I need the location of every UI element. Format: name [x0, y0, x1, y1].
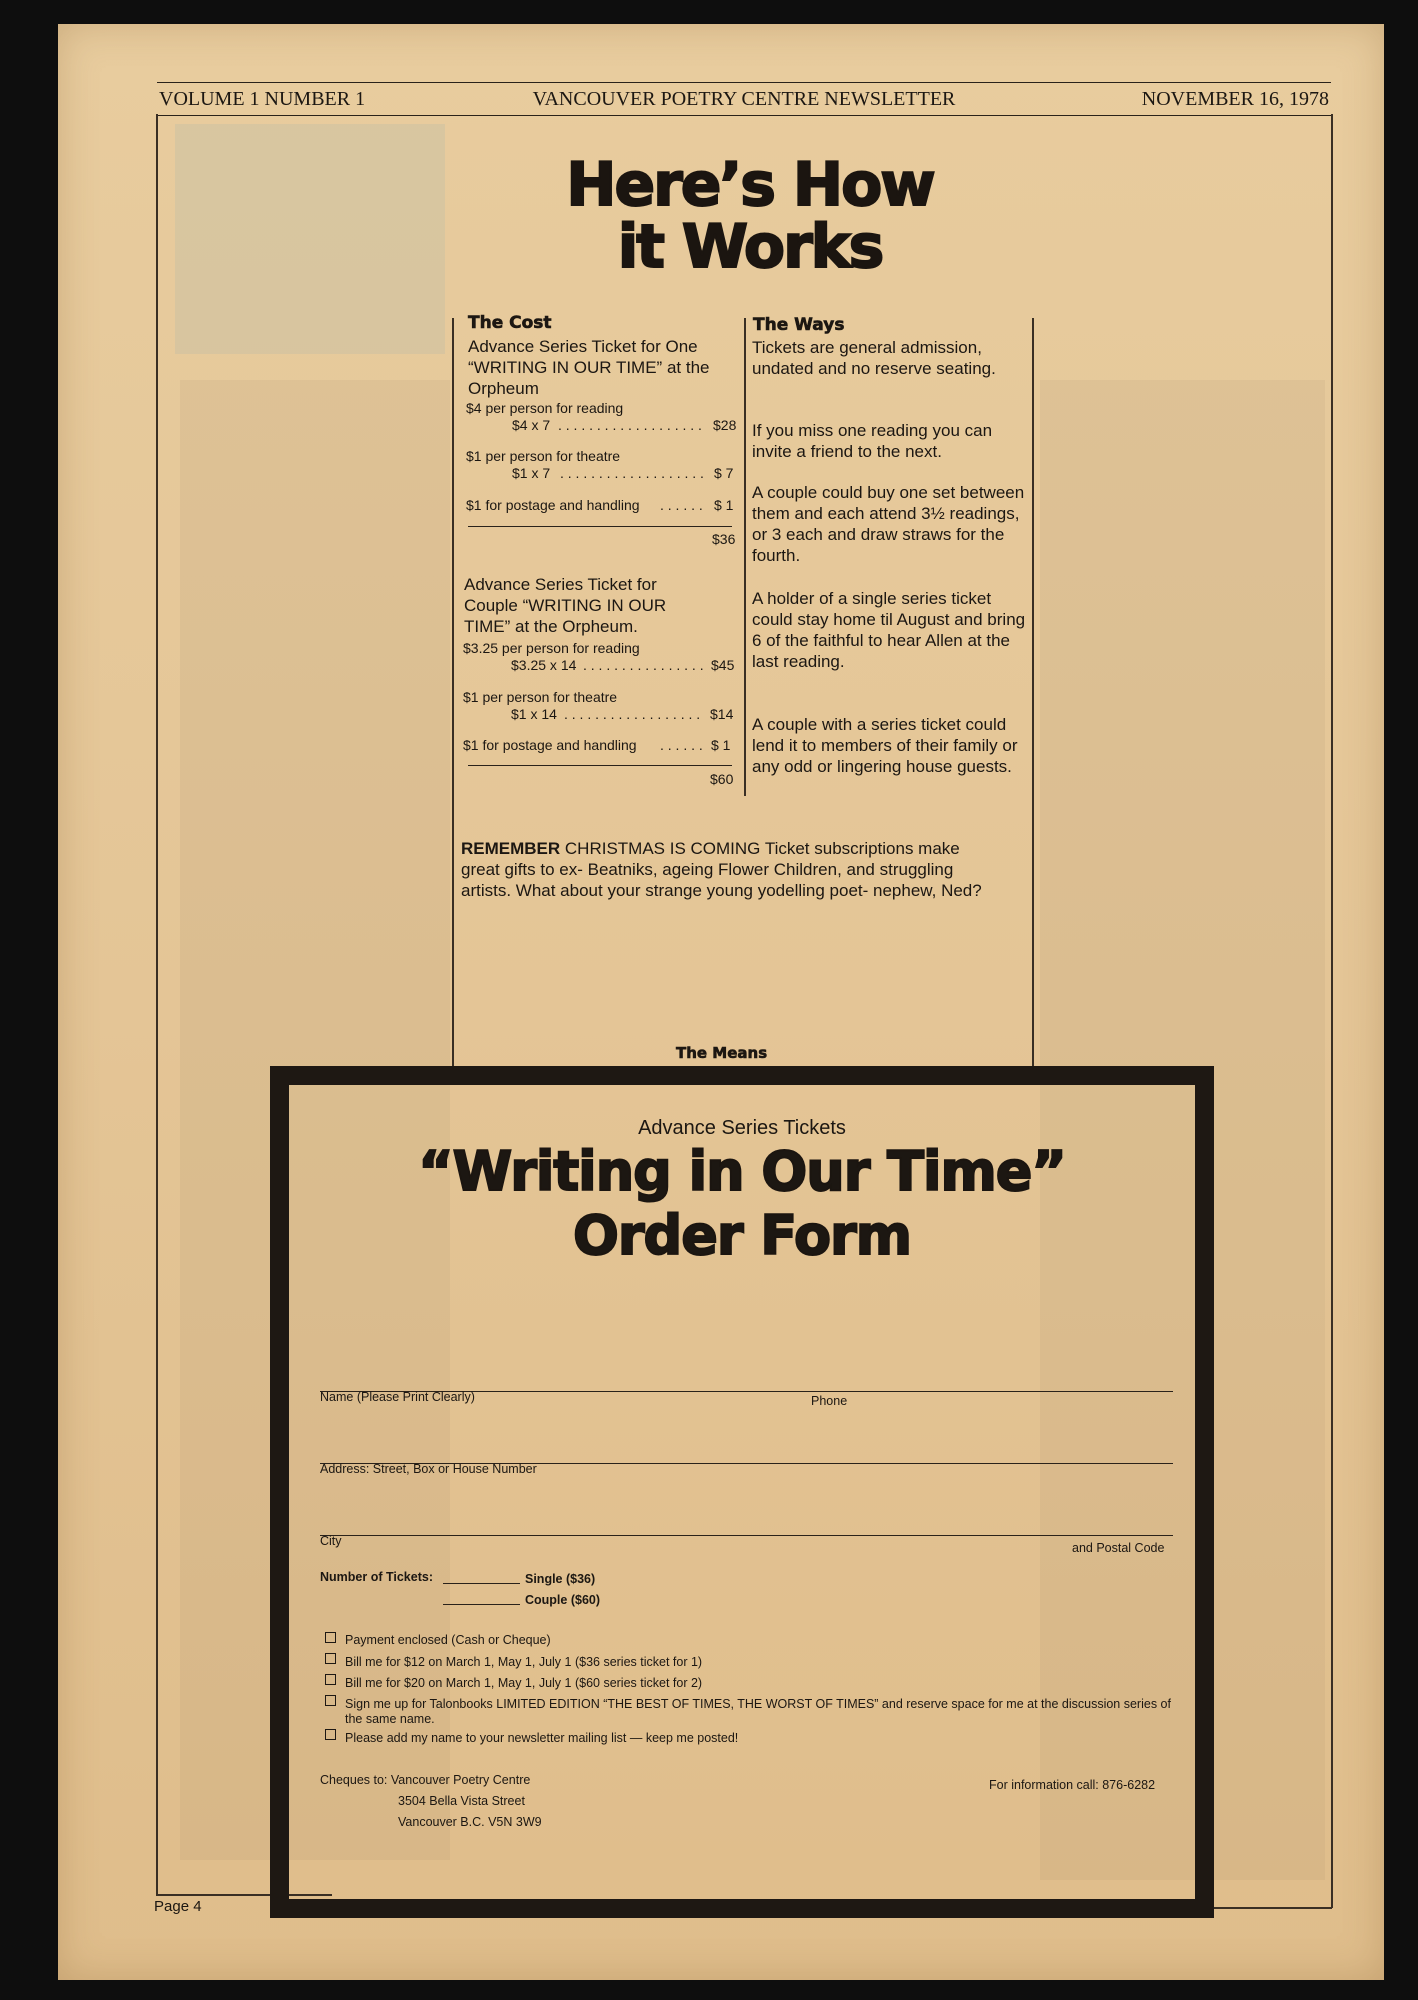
leader-dots: . . . . . . — [660, 497, 703, 513]
postal-code-label: and Postal Code — [1072, 1541, 1165, 1555]
form-title-line-2: Order Form — [573, 1204, 911, 1267]
single-postage-total: $ 1 — [714, 497, 734, 513]
option-label: Bill me for $12 on March 1, May 1, July 1 ($36 series ticket for 1) — [345, 1655, 703, 1669]
remember-text: CHRISTMAS IS COMING Ticket subscriptions make great gifts to ex- Beatniks, ageing Flower Children, and struggling artists. What about your strange young yodelling poet- nephew, Ned? — [461, 839, 982, 900]
single-reading-calc: $4 x 7 — [512, 417, 551, 433]
ways-paragraph: Tickets are general admission, undated and no reserve seating. — [752, 338, 996, 378]
ways-paragraph: A holder of a single series ticket could stay home til August and bring 6 of the faithful to hear Allen at the last reading. — [752, 589, 1026, 671]
name-field-label: Name (Please Print Clearly) — [320, 1390, 475, 1404]
bill-20-checkbox[interactable] — [325, 1674, 336, 1685]
couple-postage-label: $1 for postage and handling — [463, 737, 637, 753]
masthead — [157, 82, 1331, 116]
bill-12-checkbox[interactable] — [325, 1653, 336, 1664]
payment-enclosed-checkbox[interactable] — [325, 1632, 336, 1643]
frame-rule-bottom — [1214, 1907, 1332, 1909]
option-label: Bill me for $20 on March 1, May 1, July 1 ($60 series ticket for 2) — [345, 1676, 703, 1690]
mailing-address-line-2: Vancouver B.C. V5N 3W9 — [398, 1815, 542, 1829]
single-count-field[interactable] — [443, 1583, 520, 1584]
couple-grand-total: $60 — [710, 771, 734, 787]
phone-field-label: Phone — [811, 1394, 848, 1408]
city-field-line[interactable] — [320, 1535, 1173, 1536]
limited-edition-checkbox[interactable] — [325, 1695, 336, 1706]
couple-reading-total: $45 — [711, 657, 735, 673]
single-theatre-calc: $1 x 7 — [512, 465, 551, 481]
single-theatre-label: $1 per person for theatre — [466, 448, 621, 464]
mailing-list-checkbox[interactable] — [325, 1729, 336, 1740]
frame-rule-left — [156, 114, 158, 1894]
single-ticket-title: Advance Series Ticket for One “WRITING IN OUR TIME” at the Orpheum — [468, 337, 710, 398]
column-rule-center — [744, 318, 746, 796]
single-reading-total: $28 — [713, 417, 737, 433]
couple-postage-total: $ 1 — [711, 737, 731, 753]
single-option-label: Single ($36) — [525, 1572, 596, 1586]
headline-line-1: Here’s How — [566, 150, 934, 220]
frame-rule-right — [1331, 114, 1333, 1908]
leader-dots: . . . . . . — [660, 737, 703, 753]
couple-option-label: Couple ($60) — [525, 1593, 601, 1607]
ways-paragraph: A couple could buy one set between them and each attend 3½ readings, or 3 each and draw straws for the fourth. — [752, 483, 1025, 565]
option-label: Sign me up for Talonbooks LIMITED EDITION “THE BEST OF TIMES, THE WORST OF TIMES” and reserve space for me at the discussion series of the same name. — [345, 1697, 1171, 1726]
couple-reading-calc: $3.25 x 14 — [511, 657, 577, 673]
couple-count-field[interactable] — [443, 1604, 520, 1605]
leader-dots: . . . . . . . . . . . . . . . . — [583, 657, 704, 673]
form-title-line-1: “Writing in Our Time” — [418, 1140, 1066, 1203]
mailing-address-line-1: 3504 Bella Vista Street — [398, 1794, 525, 1808]
column-rule-right — [1032, 318, 1034, 1066]
single-reading-label: $4 per person for reading — [466, 400, 624, 416]
couple-theatre-total: $14 — [710, 706, 734, 722]
single-postage-label: $1 for postage and handling — [466, 497, 640, 513]
newsletter-title: VANCOUVER POETRY CENTRE NEWSLETTER — [532, 88, 956, 110]
ways-paragraph: If you miss one reading you can invite a friend to the next. — [752, 421, 993, 461]
leader-dots: . . . . . . . . . . . . . . . . . . . — [560, 465, 704, 481]
cost-heading: The Cost — [468, 313, 552, 333]
headline-line-2: it Works — [617, 212, 883, 282]
couple-ticket-title: Advance Series Ticket for Couple “WRITING IN OUR TIME” at the Orpheum. — [464, 575, 667, 636]
page-number: Page 4 — [154, 1898, 202, 1915]
address-field-label: Address: Street, Box or House Number — [320, 1462, 537, 1476]
remember-lead: REMEMBER — [461, 839, 561, 858]
show-through-image — [175, 124, 445, 354]
sum-rule — [468, 526, 732, 527]
ways-paragraph: A couple with a series ticket could lend it to members of their family or any odd or lingering house guests. — [752, 715, 1018, 776]
form-subtitle: Advance Series Tickets — [638, 1117, 846, 1139]
column-rule-left — [452, 318, 454, 1066]
means-heading: The Means — [676, 1044, 768, 1062]
remember-note — [461, 838, 1001, 901]
headline — [430, 150, 1070, 282]
single-grand-total: $36 — [712, 531, 736, 547]
city-field-label: City — [320, 1534, 342, 1548]
option-label: Please add my name to your newsletter mailing list — keep me posted! — [345, 1731, 739, 1745]
couple-reading-label: $3.25 per person for reading — [463, 640, 640, 656]
tickets-label: Number of Tickets: — [320, 1570, 433, 1584]
volume-number: VOLUME 1 NUMBER 1 — [159, 88, 366, 110]
sum-rule — [468, 765, 732, 766]
info-phone: For information call: 876-6282 — [989, 1778, 1156, 1792]
leader-dots: . . . . . . . . . . . . . . . . . . — [564, 706, 701, 722]
cheques-to: Cheques to: Vancouver Poetry Centre — [320, 1773, 531, 1787]
ways-heading: The Ways — [753, 315, 845, 335]
couple-theatre-label: $1 per person for theatre — [463, 689, 618, 705]
option-label: Payment enclosed (Cash or Cheque) — [345, 1633, 551, 1647]
issue-date: NOVEMBER 16, 1978 — [1141, 88, 1329, 110]
form-title — [280, 1140, 1204, 1268]
leader-dots: . . . . . . . . . . . . . . . . . . . — [558, 417, 702, 433]
single-theatre-total: $ 7 — [714, 465, 734, 481]
couple-theatre-calc: $1 x 14 — [511, 706, 557, 722]
